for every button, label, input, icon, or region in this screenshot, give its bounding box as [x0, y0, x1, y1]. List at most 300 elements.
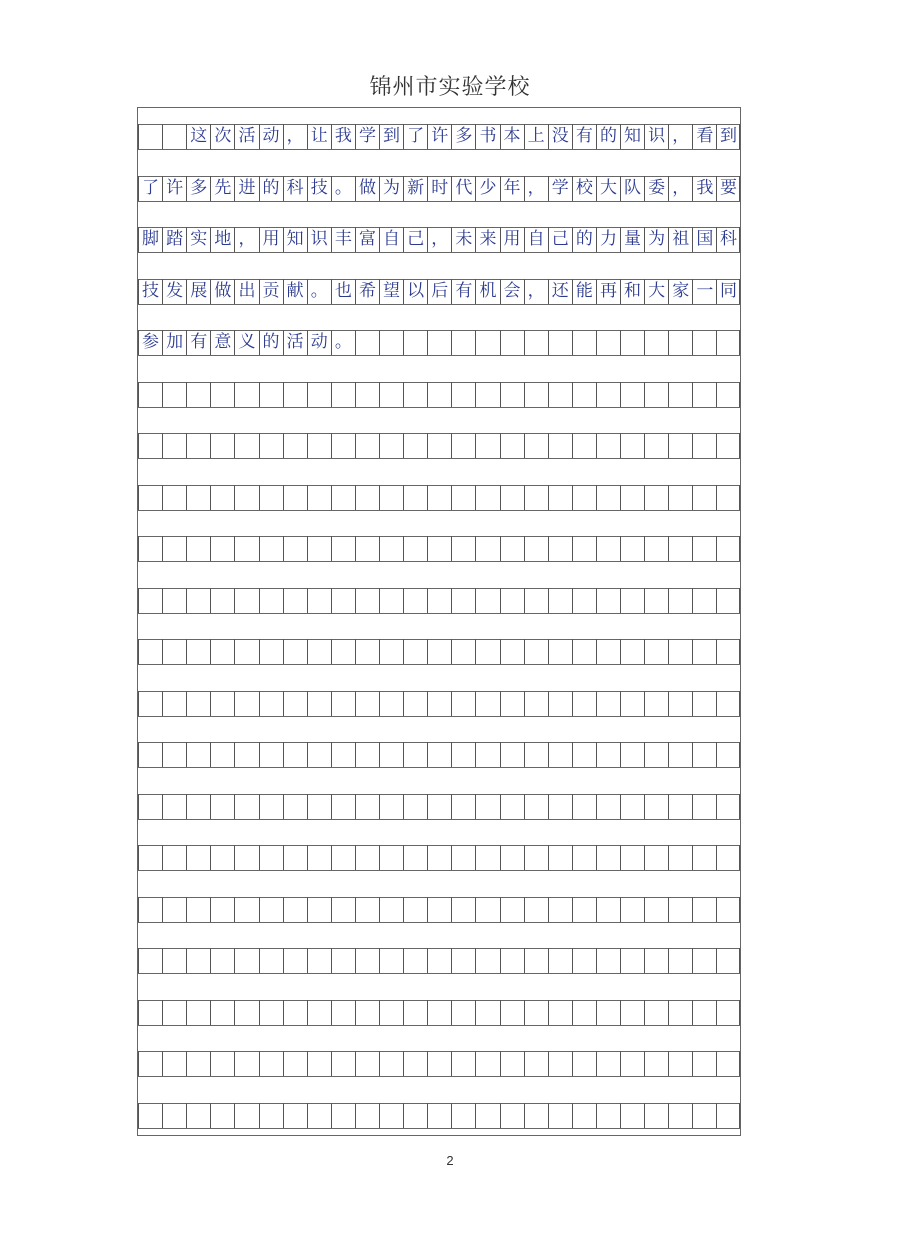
- grid-cell: [331, 382, 355, 407]
- grid-row: [138, 279, 740, 304]
- grid-cell: [403, 536, 427, 561]
- grid-cell: [427, 845, 451, 870]
- grid-cell: 没: [548, 124, 572, 149]
- grid-cell: [355, 691, 379, 716]
- grid-cell: [403, 485, 427, 510]
- grid-cell: [162, 433, 186, 458]
- grid-cell: [259, 691, 283, 716]
- grid-cell: [307, 382, 331, 407]
- grid-cell: 许: [162, 176, 186, 201]
- grid-cell: [379, 639, 403, 664]
- grid-cell: [379, 536, 403, 561]
- grid-cell: [692, 845, 716, 870]
- composition-grid: [137, 107, 741, 1136]
- grid-row: [138, 124, 740, 149]
- grid-cell: [716, 382, 740, 407]
- grid-cell: [716, 639, 740, 664]
- grid-cell: [524, 433, 548, 458]
- grid-cell: [572, 433, 596, 458]
- grid-cell: [283, 897, 307, 922]
- grid-cell: [692, 1051, 716, 1076]
- grid-cell: [210, 742, 234, 767]
- grid-cell: [307, 845, 331, 870]
- grid-cell: 自: [379, 227, 403, 252]
- grid-cell: 时: [427, 176, 451, 201]
- grid-cell: [307, 897, 331, 922]
- grid-cell: [548, 485, 572, 510]
- grid-cell: 意: [210, 330, 234, 355]
- grid-cell: [283, 1103, 307, 1128]
- grid-cell: [716, 1103, 740, 1128]
- grid-cell: [692, 1103, 716, 1128]
- grid-cell: 让: [307, 124, 331, 149]
- grid-cell: [234, 1051, 258, 1076]
- grid-cell: [500, 330, 524, 355]
- grid-cell: [524, 897, 548, 922]
- grid-cell: 发: [162, 279, 186, 304]
- grid-cell: 新: [403, 176, 427, 201]
- grid-cell: [138, 1051, 162, 1076]
- grid-cell: [451, 845, 475, 870]
- grid-cell: [210, 1103, 234, 1128]
- grid-cell: [620, 1051, 644, 1076]
- grid-cell: [379, 382, 403, 407]
- grid-cell: [620, 330, 644, 355]
- grid-cell: [668, 1000, 692, 1025]
- grid-cell: [138, 691, 162, 716]
- grid-cell: [403, 433, 427, 458]
- grid-cell: [451, 1103, 475, 1128]
- grid-cell: [331, 794, 355, 819]
- grid-row: [138, 897, 740, 922]
- grid-cell: [620, 794, 644, 819]
- grid-cell: [451, 485, 475, 510]
- grid-cell: [500, 1051, 524, 1076]
- grid-cell: ，: [668, 124, 692, 149]
- grid-cell: [644, 536, 668, 561]
- grid-cell: [716, 588, 740, 613]
- grid-row: [138, 1000, 740, 1025]
- grid-cell: [475, 1051, 499, 1076]
- grid-cell: [451, 1000, 475, 1025]
- grid-cell: [234, 485, 258, 510]
- grid-cell: [644, 845, 668, 870]
- grid-cell: [138, 536, 162, 561]
- grid-cell: [620, 536, 644, 561]
- grid-cell: [692, 742, 716, 767]
- grid-cell: [355, 588, 379, 613]
- grid-cell: [210, 382, 234, 407]
- grid-cell: [403, 330, 427, 355]
- grid-cell: 地: [210, 227, 234, 252]
- grid-cell: [403, 588, 427, 613]
- grid-row: [138, 485, 740, 510]
- grid-cell: [379, 948, 403, 973]
- grid-cell: [644, 794, 668, 819]
- grid-cell: [403, 691, 427, 716]
- grid-cell: [644, 691, 668, 716]
- grid-cell: [283, 536, 307, 561]
- grid-cell: [427, 485, 451, 510]
- grid-cell: [596, 433, 620, 458]
- grid-cell: [572, 536, 596, 561]
- grid-cell: [210, 639, 234, 664]
- grid-cell: [210, 794, 234, 819]
- grid-cell: 知: [620, 124, 644, 149]
- grid-cell: 。: [331, 176, 355, 201]
- grid-cell: 有: [451, 279, 475, 304]
- grid-cell: [644, 1000, 668, 1025]
- grid-cell: [716, 1051, 740, 1076]
- grid-cell: [500, 794, 524, 819]
- grid-cell: [307, 948, 331, 973]
- grid-cell: [162, 588, 186, 613]
- grid-cell: [259, 382, 283, 407]
- grid-cell: [162, 691, 186, 716]
- grid-cell: [162, 536, 186, 561]
- grid-cell: [259, 639, 283, 664]
- grid-cell: [355, 330, 379, 355]
- grid-cell: [307, 485, 331, 510]
- grid-cell: [355, 794, 379, 819]
- grid-cell: [620, 588, 644, 613]
- grid-cell: [668, 691, 692, 716]
- grid-cell: [283, 588, 307, 613]
- grid-cell: [475, 1000, 499, 1025]
- grid-cell: [500, 691, 524, 716]
- grid-cell: [524, 794, 548, 819]
- grid-cell: 展: [186, 279, 210, 304]
- grid-cell: 力: [596, 227, 620, 252]
- grid-cell: 的: [259, 330, 283, 355]
- grid-cell: [331, 1000, 355, 1025]
- grid-cell: [620, 382, 644, 407]
- grid-row: [138, 948, 740, 973]
- page-number: 2: [446, 1153, 454, 1168]
- grid-cell: 大: [596, 176, 620, 201]
- grid-cell: 到: [379, 124, 403, 149]
- grid-cell: [283, 794, 307, 819]
- grid-cell: [692, 1000, 716, 1025]
- grid-cell: [500, 382, 524, 407]
- grid-cell: [451, 1051, 475, 1076]
- grid-cell: [186, 897, 210, 922]
- grid-cell: [524, 485, 548, 510]
- grid-cell: [234, 588, 258, 613]
- grid-cell: [331, 588, 355, 613]
- grid-cell: [234, 639, 258, 664]
- grid-cell: [138, 382, 162, 407]
- grid-cell: 为: [379, 176, 403, 201]
- grid-cell: [331, 536, 355, 561]
- grid-cell: [283, 742, 307, 767]
- grid-cell: [596, 639, 620, 664]
- grid-cell: [186, 639, 210, 664]
- grid-cell: [475, 639, 499, 664]
- grid-cell: [427, 588, 451, 613]
- grid-cell: [138, 1000, 162, 1025]
- grid-row: [138, 330, 740, 355]
- grid-cell: [379, 433, 403, 458]
- grid-cell: 用: [500, 227, 524, 252]
- grid-cell: [548, 948, 572, 973]
- grid-cell: [162, 1103, 186, 1128]
- grid-row: [138, 382, 740, 407]
- grid-cell: 踏: [162, 227, 186, 252]
- grid-cell: [259, 588, 283, 613]
- grid-cell: 会: [500, 279, 524, 304]
- grid-cell: [644, 1051, 668, 1076]
- grid-cell: [716, 897, 740, 922]
- grid-cell: [668, 433, 692, 458]
- grid-row: [138, 742, 740, 767]
- grid-cell: [403, 639, 427, 664]
- grid-cell: [355, 639, 379, 664]
- grid-cell: [572, 1000, 596, 1025]
- grid-cell: [403, 1000, 427, 1025]
- grid-cell: [524, 742, 548, 767]
- grid-cell: [668, 794, 692, 819]
- grid-cell: [259, 433, 283, 458]
- grid-cell: [307, 1000, 331, 1025]
- grid-cell: [644, 1103, 668, 1128]
- grid-cell: [283, 1000, 307, 1025]
- grid-cell: [500, 588, 524, 613]
- grid-cell: [162, 742, 186, 767]
- grid-cell: 未: [451, 227, 475, 252]
- grid-cell: [427, 1051, 451, 1076]
- grid-cell: [331, 639, 355, 664]
- grid-cell: 为: [644, 227, 668, 252]
- grid-cell: [692, 897, 716, 922]
- grid-cell: [451, 742, 475, 767]
- grid-cell: 上: [524, 124, 548, 149]
- grid-cell: [403, 1051, 427, 1076]
- grid-cell: [692, 485, 716, 510]
- grid-cell: [234, 897, 258, 922]
- grid-cell: 自: [524, 227, 548, 252]
- grid-cell: [524, 330, 548, 355]
- grid-cell: 代: [451, 176, 475, 201]
- grid-cell: [620, 742, 644, 767]
- grid-cell: [138, 639, 162, 664]
- grid-cell: [572, 639, 596, 664]
- grid-cell: [668, 1103, 692, 1128]
- grid-cell: [644, 742, 668, 767]
- grid-cell: [475, 588, 499, 613]
- grid-cell: 以: [403, 279, 427, 304]
- grid-cell: [596, 1051, 620, 1076]
- grid-cell: [259, 1000, 283, 1025]
- grid-cell: [620, 433, 644, 458]
- grid-cell: [572, 1051, 596, 1076]
- grid-cell: 的: [572, 227, 596, 252]
- grid-cell: [138, 433, 162, 458]
- grid-cell: [716, 330, 740, 355]
- grid-cell: [620, 639, 644, 664]
- grid-cell: [548, 1103, 572, 1128]
- grid-cell: ，: [524, 279, 548, 304]
- grid-cell: [355, 536, 379, 561]
- grid-cell: 望: [379, 279, 403, 304]
- grid-cell: 脚: [138, 227, 162, 252]
- grid-cell: [427, 330, 451, 355]
- grid-cell: [427, 382, 451, 407]
- grid-cell: [524, 1051, 548, 1076]
- grid-cell: [379, 588, 403, 613]
- grid-cell: [210, 433, 234, 458]
- grid-cell: [524, 639, 548, 664]
- grid-cell: [427, 794, 451, 819]
- grid-cell: 富: [355, 227, 379, 252]
- grid-cell: 大: [644, 279, 668, 304]
- grid-cell: [475, 691, 499, 716]
- grid-cell: [500, 742, 524, 767]
- grid-cell: 做: [210, 279, 234, 304]
- grid-cell: [234, 1000, 258, 1025]
- grid-cell: [716, 742, 740, 767]
- grid-cell: 学: [548, 176, 572, 201]
- grid-cell: 科: [716, 227, 740, 252]
- grid-cell: [692, 330, 716, 355]
- grid-cell: [403, 382, 427, 407]
- grid-cell: 出: [234, 279, 258, 304]
- grid-cell: [644, 948, 668, 973]
- grid-cell: [620, 691, 644, 716]
- grid-cell: 次: [210, 124, 234, 149]
- grid-row: [138, 794, 740, 819]
- grid-cell: [548, 742, 572, 767]
- grid-cell: [331, 1051, 355, 1076]
- grid-cell: 还: [548, 279, 572, 304]
- grid-cell: [138, 588, 162, 613]
- grid-cell: [186, 536, 210, 561]
- grid-cell: [668, 330, 692, 355]
- grid-cell: [500, 1000, 524, 1025]
- grid-cell: [668, 1051, 692, 1076]
- grid-cell: 加: [162, 330, 186, 355]
- grid-cell: [379, 1103, 403, 1128]
- grid-cell: [596, 742, 620, 767]
- grid-cell: 国: [692, 227, 716, 252]
- grid-cell: [210, 948, 234, 973]
- grid-cell: [596, 845, 620, 870]
- grid-cell: [596, 948, 620, 973]
- grid-cell: 技: [138, 279, 162, 304]
- grid-cell: [572, 845, 596, 870]
- grid-cell: 祖: [668, 227, 692, 252]
- grid-cell: [716, 485, 740, 510]
- grid-cell: [234, 433, 258, 458]
- grid-cell: [186, 1051, 210, 1076]
- grid-cell: [716, 1000, 740, 1025]
- grid-cell: [307, 742, 331, 767]
- grid-cell: [475, 433, 499, 458]
- grid-cell: 希: [355, 279, 379, 304]
- grid-cell: [716, 948, 740, 973]
- grid-cell: 队: [620, 176, 644, 201]
- grid-cell: [524, 845, 548, 870]
- grid-cell: [162, 485, 186, 510]
- grid-cell: [692, 433, 716, 458]
- grid-cell: [186, 845, 210, 870]
- grid-cell: [716, 691, 740, 716]
- grid-cell: [451, 330, 475, 355]
- grid-cell: [283, 845, 307, 870]
- grid-row: [138, 588, 740, 613]
- grid-cell: [548, 330, 572, 355]
- grid-cell: 实: [186, 227, 210, 252]
- grid-cell: [403, 897, 427, 922]
- grid-cell: [451, 794, 475, 819]
- grid-cell: [572, 742, 596, 767]
- grid-cell: [307, 794, 331, 819]
- grid-cell: 再: [596, 279, 620, 304]
- grid-row: [138, 691, 740, 716]
- grid-cell: [548, 1000, 572, 1025]
- grid-cell: [644, 485, 668, 510]
- grid-cell: 年: [500, 176, 524, 201]
- grid-cell: [451, 948, 475, 973]
- grid-cell: [283, 639, 307, 664]
- grid-cell: [475, 794, 499, 819]
- grid-cell: [548, 639, 572, 664]
- grid-cell: 到: [716, 124, 740, 149]
- grid-cell: [283, 485, 307, 510]
- grid-cell: [572, 794, 596, 819]
- grid-cell: [379, 330, 403, 355]
- grid-cell: [234, 948, 258, 973]
- grid-cell: 献: [283, 279, 307, 304]
- grid-cell: [186, 485, 210, 510]
- grid-cell: [475, 330, 499, 355]
- grid-cell: 参: [138, 330, 162, 355]
- grid-cell: ，: [283, 124, 307, 149]
- grid-cell: 识: [644, 124, 668, 149]
- grid-cell: [596, 794, 620, 819]
- grid-cell: [475, 485, 499, 510]
- grid-cell: [259, 897, 283, 922]
- grid-cell: 。: [331, 330, 355, 355]
- grid-cell: [427, 1000, 451, 1025]
- grid-cell: 少: [475, 176, 499, 201]
- grid-cell: [210, 588, 234, 613]
- grid-cell: [162, 1051, 186, 1076]
- grid-cell: [620, 485, 644, 510]
- grid-cell: [668, 742, 692, 767]
- grid-cell: [234, 691, 258, 716]
- grid-cell: [548, 691, 572, 716]
- grid-cell: [716, 794, 740, 819]
- grid-cell: [524, 948, 548, 973]
- grid-cell: [716, 845, 740, 870]
- grid-cell: [186, 433, 210, 458]
- grid-cell: [379, 742, 403, 767]
- grid-cell: 后: [427, 279, 451, 304]
- grid-cell: [596, 588, 620, 613]
- grid-cell: 。: [307, 279, 331, 304]
- grid-cell: [596, 382, 620, 407]
- grid-cell: 同: [716, 279, 740, 304]
- grid-cell: [138, 1103, 162, 1128]
- grid-cell: [475, 536, 499, 561]
- grid-cell: [331, 691, 355, 716]
- grid-cell: [427, 897, 451, 922]
- grid-cell: [355, 897, 379, 922]
- grid-cell: [644, 330, 668, 355]
- grid-cell: [475, 382, 499, 407]
- grid-cell: [379, 1000, 403, 1025]
